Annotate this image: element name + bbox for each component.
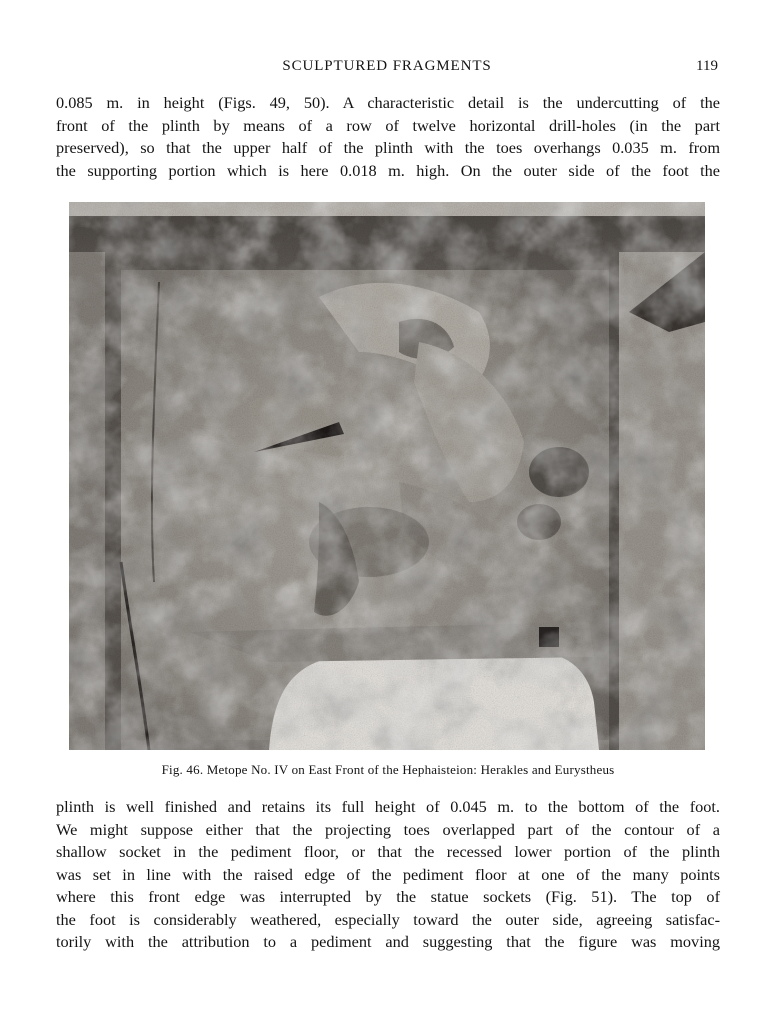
body-paragraph-bottom <box>56 796 720 954</box>
figure-caption: Fig. 46. Metope No. IV on East Front of the Hephaisteion: Herakles and Eurystheus <box>161 762 615 777</box>
text-line: torily with the attribution to a pediment and suggesting that the figure was moving <box>56 932 720 951</box>
text-line: the foot is considerably weathered, especially toward the outer side, agreeing satisfac- <box>56 909 720 929</box>
running-head: SCULPTURED FRAGMENTS <box>282 58 492 74</box>
text-line: where this front edge was interrupted by the statue sockets (Fig. 51). The top of <box>56 887 720 906</box>
page-number: 119 <box>696 58 718 74</box>
text-line: was set in line with the raised edge of the pediment floor at one of the many points <box>56 864 720 884</box>
text-line: plinth is well finished and retains its full height of 0.045 m. to the bottom of the foot. <box>56 797 720 816</box>
text-line: front of the plinth by means of a row of twelve horizontal drill-holes (in the part <box>56 115 720 135</box>
body-paragraph-top <box>56 92 720 182</box>
text-line: the supporting portion which is here 0.018 m. high. On the outer side of the foot the <box>56 160 720 180</box>
page-header <box>56 58 718 80</box>
text-line: We might suppose either that the projecting toes overlapped part of the contour of a <box>56 819 720 839</box>
text-line: shallow socket in the pediment floor, or that the recessed lower portion of the plinth <box>56 842 720 861</box>
text-line: preserved), so that the upper half of the plinth with the toes overhangs 0.035 m. from <box>56 138 720 157</box>
text-line: 0.085 m. in height (Figs. 49, 50). A characteristic detail is the undercutting of the <box>56 93 720 112</box>
metope-relief-image <box>69 202 705 750</box>
metope-photograph <box>69 202 705 750</box>
